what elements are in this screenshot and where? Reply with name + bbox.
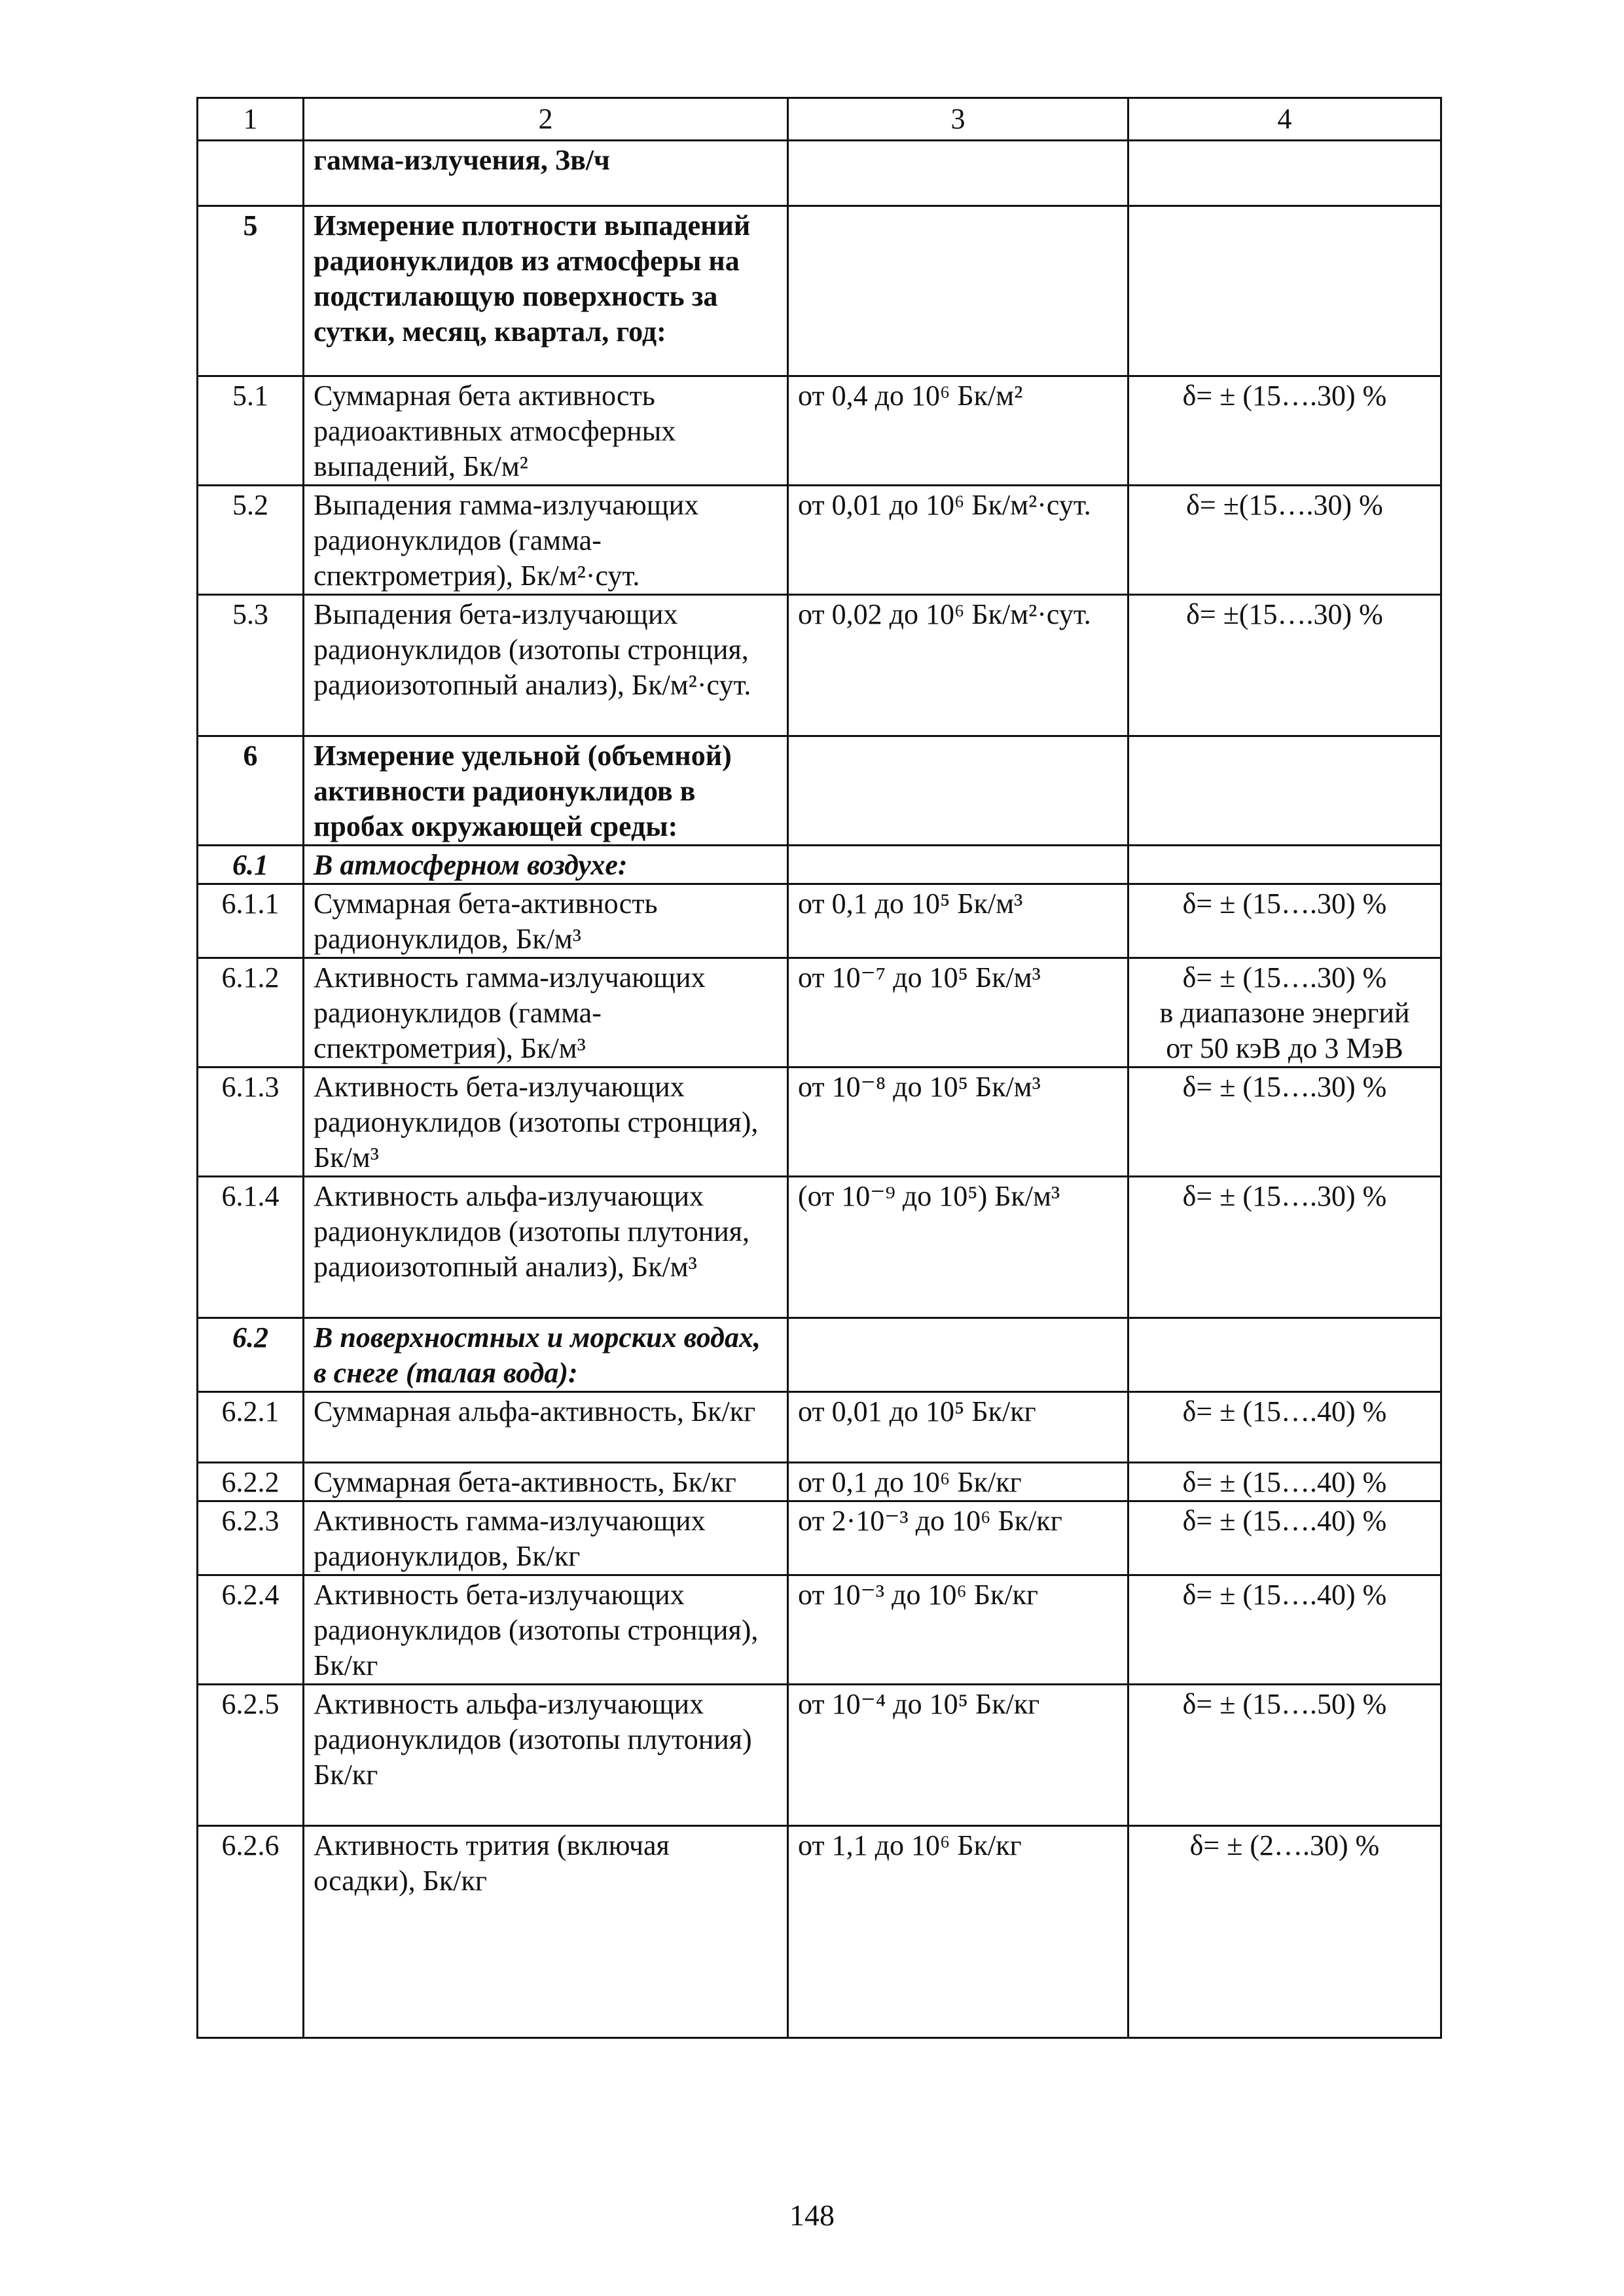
row-range: [788, 846, 1128, 884]
row-accuracy: δ= ± (15….30) %: [1128, 1067, 1441, 1177]
table-row: [198, 1392, 1441, 1463]
row-number: 5: [198, 206, 304, 376]
row-number: 6.2.5: [198, 1685, 304, 1826]
row-number: 6: [198, 736, 304, 846]
row-parameter: Активность бета-излучающих радионуклидов (изотопы стронция), Бк/кг: [304, 1575, 788, 1685]
row-range: [788, 206, 1128, 376]
row-accuracy: δ= ± (2….30) %: [1128, 1826, 1441, 2038]
row-accuracy: [1128, 141, 1441, 206]
row-parameter: Измерение удельной (объемной) активности радионуклидов в пробах окружающей среды:: [304, 736, 788, 846]
row-number: 5.2: [198, 486, 304, 595]
row-range: от 1,1 до 10⁶ Бк/кг: [788, 1826, 1128, 2038]
table-row: [198, 846, 1441, 884]
page-number: 148: [789, 2198, 835, 2232]
table-row: [198, 206, 1441, 376]
row-number: 6.1.2: [198, 958, 304, 1067]
row-accuracy: δ= ± (15….30) %: [1128, 376, 1441, 486]
row-parameter: В поверхностных и морских водах, в снеге (талая вода):: [304, 1318, 788, 1392]
row-parameter: Суммарная альфа-активность, Бк/кг: [304, 1392, 788, 1463]
row-number: 6.2.2: [198, 1463, 304, 1501]
row-number: 6.2.1: [198, 1392, 304, 1463]
row-number: 6.1.1: [198, 884, 304, 958]
row-parameter: Активность гамма-излучающих радионуклидов (гамма-спектрометрия), Бк/м³: [304, 958, 788, 1067]
row-accuracy: δ= ± (15….40) %: [1128, 1463, 1441, 1501]
table-row: [198, 1067, 1441, 1177]
row-parameter: Выпадения бета-излучающих радионуклидов (изотопы стронция, радиоизотопный анализ), Бк/м²·сут.: [304, 595, 788, 736]
table-row: [198, 958, 1441, 1067]
row-range: от 0,01 до 10⁵ Бк/кг: [788, 1392, 1128, 1463]
table-row: [198, 1826, 1441, 2038]
row-parameter: Суммарная бета-активность, Бк/кг: [304, 1463, 788, 1501]
row-range: от 10⁻³ до 10⁶ Бк/кг: [788, 1575, 1128, 1685]
row-number: [198, 141, 304, 206]
table-row: [198, 1501, 1441, 1575]
row-range: от 10⁻⁸ до 10⁵ Бк/м³: [788, 1067, 1128, 1177]
table-row: [198, 1177, 1441, 1318]
row-number: 6.2.6: [198, 1826, 304, 2038]
table-row: [198, 1318, 1441, 1392]
table-row: [198, 736, 1441, 846]
table-row: [198, 486, 1441, 595]
row-number: 6.2: [198, 1318, 304, 1392]
row-parameter: Измерение плотности выпадений радионуклидов из атмосферы на подстилающую поверхность за сутки, месяц, квартал, год:: [304, 206, 788, 376]
table-row: [198, 141, 1441, 206]
row-number: 6.1.4: [198, 1177, 304, 1318]
row-accuracy: [1128, 1318, 1441, 1392]
row-parameter: Суммарная бета-активность радионуклидов, Бк/м³: [304, 884, 788, 958]
table-row: [198, 884, 1441, 958]
row-number: 6.1: [198, 846, 304, 884]
row-accuracy: δ= ±(15….30) %: [1128, 595, 1441, 736]
row-parameter: Активность альфа-излучающих радионуклидов (изотопы плутония) Бк/кг: [304, 1685, 788, 1826]
row-parameter: Активность бета-излучающих радионуклидов (изотопы стронция), Бк/м³: [304, 1067, 788, 1177]
table-row: [198, 1685, 1441, 1826]
table-row: [198, 1463, 1441, 1501]
row-parameter: Активность альфа-излучающих радионуклидов (изотопы плутония, радиоизотопный анализ), Бк/м³: [304, 1177, 788, 1318]
header-col-1: 1: [198, 98, 304, 141]
row-number: 6.2.3: [198, 1501, 304, 1575]
row-number: 6.1.3: [198, 1067, 304, 1177]
row-range: [788, 1318, 1128, 1392]
row-parameter: гамма-излучения, Зв/ч: [304, 141, 788, 206]
row-parameter: Активность трития (включая осадки), Бк/кг: [304, 1826, 788, 2038]
row-range: от 0,02 до 10⁶ Бк/м²·сут.: [788, 595, 1128, 736]
header-col-3: 3: [788, 98, 1128, 141]
row-parameter: Выпадения гамма-излучающих радионуклидов (гамма-спектрометрия), Бк/м²·сут.: [304, 486, 788, 595]
row-accuracy: δ= ±(15….30) %: [1128, 486, 1441, 595]
row-range: [788, 141, 1128, 206]
measurement-table: [196, 97, 1442, 2039]
table-row: [198, 376, 1441, 486]
row-range: от 0,4 до 10⁶ Бк/м²: [788, 376, 1128, 486]
row-parameter: В атмосферном воздухе:: [304, 846, 788, 884]
row-accuracy: δ= ± (15….40) %: [1128, 1392, 1441, 1463]
row-range: от 0,1 до 10⁵ Бк/м³: [788, 884, 1128, 958]
row-accuracy: δ= ± (15….30) %: [1128, 1177, 1441, 1318]
row-accuracy: [1128, 846, 1441, 884]
header-col-2: 2: [304, 98, 788, 141]
table-header-row: [198, 98, 1441, 141]
row-range: от 10⁻⁴ до 10⁵ Бк/кг: [788, 1685, 1128, 1826]
row-range: от 2·10⁻³ до 10⁶ Бк/кг: [788, 1501, 1128, 1575]
row-number: 5.3: [198, 595, 304, 736]
row-accuracy: δ= ± (15….30) %: [1128, 884, 1441, 958]
row-range: от 0,1 до 10⁶ Бк/кг: [788, 1463, 1128, 1501]
row-parameter: Активность гамма-излучающих радионуклидов, Бк/кг: [304, 1501, 788, 1575]
table-row: [198, 1575, 1441, 1685]
header-col-4: 4: [1128, 98, 1441, 141]
row-range: [788, 736, 1128, 846]
row-number: 6.2.4: [198, 1575, 304, 1685]
row-accuracy: δ= ± (15….30) % в диапазоне энергий от 50 кэВ до 3 МэВ: [1128, 958, 1441, 1067]
row-range: от 10⁻⁷ до 10⁵ Бк/м³: [788, 958, 1128, 1067]
row-number: 5.1: [198, 376, 304, 486]
table-row: [198, 595, 1441, 736]
row-accuracy: [1128, 206, 1441, 376]
row-accuracy: δ= ± (15….50) %: [1128, 1685, 1441, 1826]
row-accuracy: [1128, 736, 1441, 846]
row-accuracy: δ= ± (15….40) %: [1128, 1501, 1441, 1575]
row-range: (от 10⁻⁹ до 10⁵) Бк/м³: [788, 1177, 1128, 1318]
row-accuracy: δ= ± (15….40) %: [1128, 1575, 1441, 1685]
row-parameter: Суммарная бета активность радиоактивных атмосферных выпадений, Бк/м²: [304, 376, 788, 486]
row-range: от 0,01 до 10⁶ Бк/м²·сут.: [788, 486, 1128, 595]
